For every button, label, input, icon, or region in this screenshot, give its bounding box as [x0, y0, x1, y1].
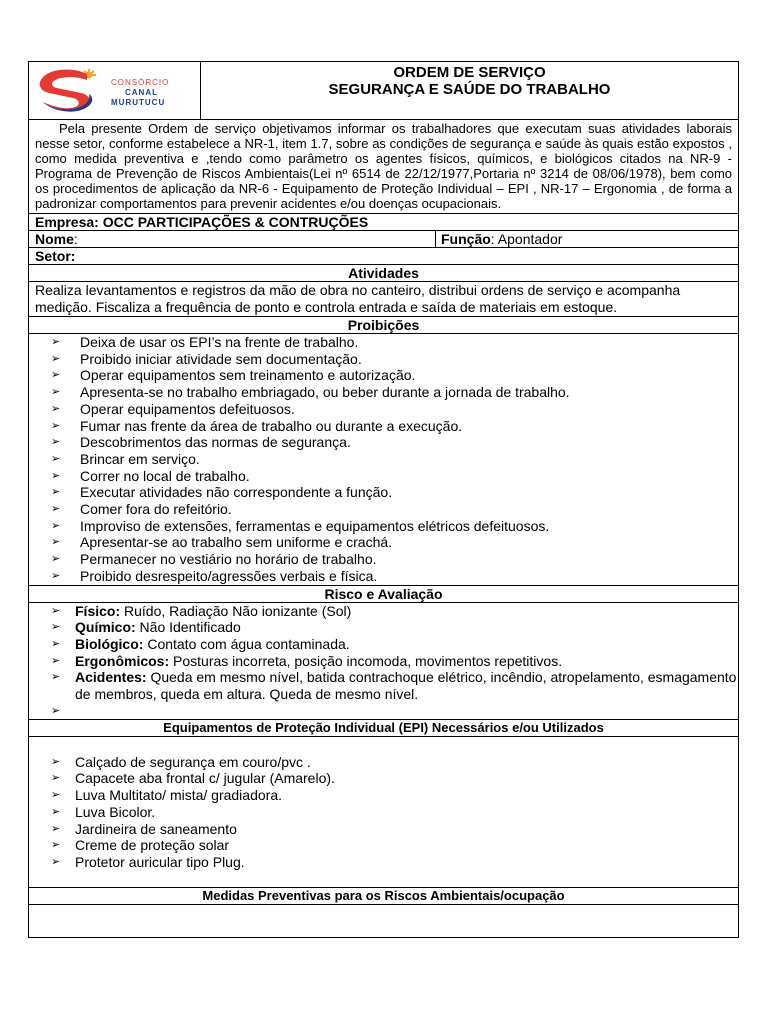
proibicao-item: ➢ Executar atividades não correspondente a função.	[51, 484, 738, 501]
function-value: : Apontador	[490, 231, 563, 247]
risco-item	[51, 653, 738, 670]
sector-field	[29, 248, 738, 265]
risco-label: Acidentes:	[75, 669, 147, 686]
risco-label: Biológico:	[75, 635, 144, 652]
epi-item: ➢ Luva Bicolor.	[51, 804, 738, 821]
service-order-form	[28, 61, 739, 938]
intro-paragraph: Pela presente Ordem de serviço objetivamos informar os trabalhadores que executam suas atividades laborais nesse setor, conforme estabelece a NR-1, item 1.7, sobre as condições de segurança e saúde às quais estão expostos , como medida preventiva e ,tendo como parâmetro os agentes físicos, químicos, e biológicos citados na NR-9 - Programa de Prevenção de Riscos Ambientais(Lei nº 6514 de 22/12/1977,Portaria nº 3214 de 08/06/1978), bem como os procedimentos de aplicação da NR-6 - Equipamento de Proteção Individual – EPI , NR-17 – Ergonomia , de forma a padronizar comportamentos para prevenir acidentes e/ou doenças ocupacionais.	[29, 120, 738, 214]
consorcio-logo-icon	[29, 62, 199, 118]
proibicoes-list	[29, 334, 738, 585]
epi-item: ➢ Jardineira de saneamento	[51, 821, 738, 838]
epi-item: ➢ Calçado de segurança em couro/pvc .	[51, 754, 738, 771]
proibicao-item: ➢ Deixa de usar os EPI’s na frente de trabalho.	[51, 334, 738, 351]
name-separator: :	[73, 231, 78, 247]
proibicoes-list-cell	[29, 334, 738, 586]
section-title-medidas: Medidas Preventivas para os Riscos Ambientais/ocupação	[29, 888, 738, 905]
proibicao-item: ➢ Apresenta-se no trabalho embriagado, ou beber durante a jornada de trabalho.	[51, 384, 738, 401]
section-title-atividades: Atividades	[29, 265, 738, 282]
proibicao-item: ➢ Correr no local de trabalho.	[51, 468, 738, 485]
risco-text: Posturas incorreta, posição incomoda, movimentos repetitivos.	[169, 652, 563, 669]
risco-item	[51, 636, 738, 653]
proibicao-item: ➢ Operar equipamentos defeituosos.	[51, 401, 738, 418]
epi-list	[29, 754, 738, 871]
risco-list	[29, 603, 738, 719]
company-name: Empresa: OCC PARTICIPAÇÕES & CONTRUÇÕES	[29, 214, 738, 231]
name-field	[29, 231, 436, 247]
proibicao-item: ➢ Proibido desrespeito/agressões verbais e física.	[51, 568, 738, 585]
title-line-1: ORDEM DE SERVIÇO	[393, 64, 546, 81]
proibicao-item: ➢ Brincar em serviço.	[51, 451, 738, 468]
risco-text: Contato com água contaminada.	[143, 635, 350, 652]
risco-item	[51, 703, 738, 719]
risco-label: Físico:	[75, 602, 121, 619]
name-function-row	[29, 231, 738, 248]
logo-text-murutucu: MURUTUCU	[111, 98, 166, 107]
function-label: Função	[441, 231, 491, 247]
epi-list-cell	[29, 737, 738, 888]
proibicao-item: ➢ Operar equipamentos sem treinamento e autorização.	[51, 367, 738, 384]
function-field	[436, 231, 738, 247]
proibicao-item: ➢ Permanecer no vestiário no horário de trabalho.	[51, 551, 738, 568]
risco-text: Não Identificado	[135, 619, 241, 636]
name-label: Nome	[35, 231, 74, 247]
section-title-epi: Equipamentos de Proteção Individual (EPI) Necessários e/ou Utilizados	[29, 720, 738, 737]
proibicao-item: ➢ Improviso de extensões, ferramentas e equipamentos elétricos defeituosos.	[51, 518, 738, 535]
risco-text: Queda em mesmo nível, batida contrachoque elétrico, incêndio, atropelamento, esmagamento de membros, queda em altura. Queda de mesmo nível.	[75, 669, 737, 703]
risco-item	[51, 669, 738, 702]
epi-item: ➢ Luva Multitato/ mista/ gradiadora.	[51, 787, 738, 804]
medidas-empty-cell	[29, 905, 738, 937]
section-title-risco: Risco e Avaliação	[29, 586, 738, 603]
title-line-2: SEGURANÇA E SAÚDE DO TRABALHO	[328, 81, 611, 98]
page-title	[201, 62, 738, 119]
proibicao-item: ➢ Proibido iniciar atividade sem documentação.	[51, 351, 738, 368]
risco-label: Químico:	[75, 619, 136, 636]
risco-list-cell	[29, 603, 738, 720]
risco-item	[51, 603, 738, 620]
proibicao-item: ➢ Fumar nas frente da área de trabalho ou durante a execução.	[51, 418, 738, 435]
form-header	[29, 62, 738, 120]
proibicao-item: ➢ Descobrimentos das normas de segurança.	[51, 434, 738, 451]
epi-item: ➢ Capacete aba frontal c/ jugular (Amarelo).	[51, 770, 738, 787]
sector-label: Setor	[35, 248, 71, 264]
section-title-proibicoes: Proibições	[29, 317, 738, 334]
risco-item	[51, 619, 738, 636]
company-logo	[29, 62, 201, 119]
atividades-text: Realiza levantamentos e registros da mão de obra no canteiro, distribui ordens de serviço e acompanha medição. Fiscaliza a frequência de ponto e controla entrada e saída de materiais em estoque.	[29, 282, 738, 317]
epi-item: ➢ Protetor auricular tipo Plug.	[51, 854, 738, 871]
epi-item: ➢ Creme de proteção solar	[51, 837, 738, 854]
logo-text-consorcio: CONSÓRCIO	[111, 78, 170, 87]
proibicao-item: ➢ Comer fora do refeitório.	[51, 501, 738, 518]
sector-separator: :	[70, 248, 76, 264]
logo-text-canal: CANAL	[125, 88, 158, 97]
proibicao-item: ➢ Apresentar-se ao trabalho sem uniforme e crachá.	[51, 534, 738, 551]
risco-text: Ruído, Radiação Não ionizante (Sol)	[120, 602, 352, 619]
risco-label: Ergonômicos:	[75, 652, 170, 669]
